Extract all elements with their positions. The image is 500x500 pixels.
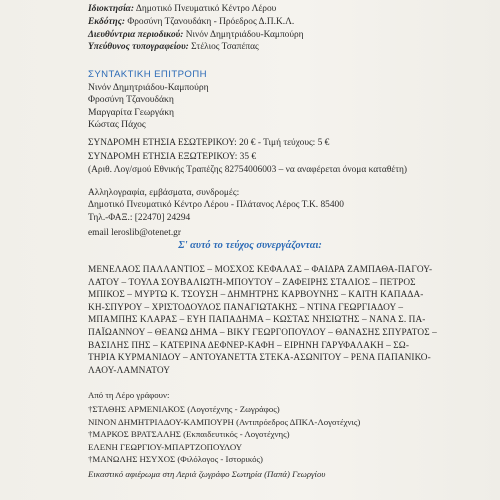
contact-line: Αλληλογραφία, εμβάσματα, συνδρομές:: [88, 188, 240, 198]
contact-email: email leroslib@otenet.gr: [88, 228, 181, 239]
bank-account: (Αριθ. Λογ/σμού Εθνικής Τραπέζης 82754006003 – να αναφέρεται όνομα καταθέτη): [88, 164, 408, 175]
contributors-line: ΠΑΪΩΑΝΝΟΥ – ΘΕΑΝΩ ΔΗΜΑ – ΒΙΚΥ ΓΕΩΡΓΟΠΟΥΛΟΥ – ΘΑΝΑΣΗΣ ΣΠΥΡΑΤΟΣ –: [88, 327, 437, 338]
committee-member: Φροσύνη Τζανουδάκη: [88, 94, 174, 106]
editorial-committee-title: ΣΥΝΤΑΚΤΙΚΗ ΕΠΙΤΡΟΠΗ: [88, 69, 207, 80]
committee-member: Κώστας Πάχος: [88, 119, 146, 131]
contributors-line: ΛΑΤΟΥ – ΤΟΥΛΑ ΣΟΥΒΑΛΙΩΤΗ-ΜΠΟΥΤΟΥ – ΖΑΦΕΙΡΗΣ ΣΤΑΛΙΟΣ – ΠΕΤΡΟΣ: [88, 277, 416, 288]
leros-writers-list: [88, 403, 360, 466]
contributors-line: ΜΠΑΜΠΗΣ ΚΛΑΡΑΣ – ΕΥΗ ΠΑΠΑΔΗΜΑ – ΚΩΣΤΑΣ ΝΗΣΙΩΤΗΣ – ΝΑΝΑ Σ. ΠΑ-: [88, 315, 426, 326]
masthead-row-publisher: Εκδότης: Φροσύνη Τζανουδάκη - Πρόεδρος Δ.Π.Κ.Λ.: [88, 16, 295, 27]
contact-block: [88, 187, 344, 240]
contributors-line: ΒΑΣΙΛΗΣ ΠΗΣ – ΚΑΤΕΡΙΝΑ ΔΕΦΝΕΡ-ΚΑΦΗ – ΕΙΡΗΝΗ ΓΑΡΥΦΑΛΑΚΗ – ΣΩ-: [88, 340, 410, 351]
contributors-line: ΤΗΡΙΑ ΚΥΡΜΑΝΙΔΟΥ – ΑΝΤΟΥΑΝΕΤΤΑ ΣΤΕΚΑ-ΑΣΩΝΙΤΟΥ – ΡΕΝΑ ΠΑΠΑΝΙΚΟ-: [88, 353, 431, 364]
contact-phone: Τηλ.-ΦΑΞ.: [22470] 24294: [88, 212, 191, 223]
masthead: [88, 3, 488, 54]
subscription-block: [88, 137, 407, 176]
contributors-line: ΚΗ-ΣΠΥΡΟΥ – ΧΡΙΣΤΟΔΟΥΛΟΣ ΠΑΝΑΓΙΩΤΑΚΗΣ – ΝΤΙΝΑ ΓΕΩΡΓΙΑΔΟΥ –: [88, 302, 404, 313]
committee-member: Νινόν Δημητριάδου-Καμπούρη: [88, 82, 209, 93]
contributors-list: [88, 264, 440, 377]
subscription-foreign: ΣΥΝΔΡΟΜΗ ΕΤΗΣΙΑ ΕΞΩΤΕΡΙΚΟΥ: 35 €: [88, 152, 257, 163]
contributors-title: Σ' αυτό το τεύχος συνεργάζονται:: [178, 240, 322, 251]
editorial-committee-list: [88, 82, 209, 132]
contributors-line: ΜΠΙΚΟΣ – ΜΥΡΤΩ Κ. ΤΣΟΥΣΗ – ΔΗΜΗΤΡΗΣ ΚΑΡΒΟΥΝΗΣ – ΚΑΙΤΗ ΚΑΠΑΔΑ-: [88, 290, 424, 301]
cover-credit: Εικαστικό αφιέρωμα στη Λεριά ζωγράφο Σωτηρία (Παπά) Γεωργίου: [88, 469, 326, 479]
contributors-line: ΛΑΟΥ-ΛΑΜΝΑΤΟΥ: [88, 365, 171, 376]
subscription-domestic: ΣΥΝΔΡΟΜΗ ΕΤΗΣΙΑ ΕΣΩΤΕΡΙΚΟΥ: 20 € - Τιμή τεύχους: 5 €: [88, 138, 330, 148]
leros-writers-title: Από τη Λέρο γράφουν:: [88, 390, 170, 400]
leros-writer: †ΣΤΑΘΗΣ ΑΡΜΕΝΙΑΚΟΣ (Λογοτέχνης - Ζωγράφος): [88, 404, 280, 414]
leros-writer: †ΜΑΡΚΟΣ ΒΡΑΤΣΑΛΗΣ (Εκπαιδευτικός - Λογοτέχνης): [88, 429, 290, 439]
leros-writer: †ΜΑΝΩΛΗΣ ΗΣΥΧΟΣ (Φιλόλογος - Ιστορικός): [88, 454, 263, 464]
masthead-row-director: Διευθύντρια περιοδικού: Νινόν Δημητριάδου-Καμπούρη: [88, 29, 304, 40]
leros-writer: ΝΙΝΟΝ ΔΗΜΗΤΡΙΑΔΟΥ-ΚΑΜΠΟΥΡΗ (Αντιπρόεδρος ΔΠΚΛ-Λογοτέχνις): [88, 416, 361, 427]
masthead-row-printer: Υπεύθυνος τυπογραφείου: Στέλιος Τσαπέπας: [88, 42, 259, 53]
contact-address: Δημοτικό Πνευματικό Κέντρο Λέρου - Πλάτανος Λέρος Τ.Κ. 85400: [88, 200, 344, 211]
contributors-line: ΜΕΝΕΛΑΟΣ ΠΑΛΛΑΝΤΙΟΣ – ΜΟΣΧΟΣ ΚΕΦΑΛΑΣ – ΦΑΙΔΡΑ ΖΑΜΠΑΘΑ-ΠΑΓΟΥ-: [88, 265, 433, 275]
masthead-row-owner: Ιδιοκτησία: Δημοτικό Πνευματικό Κέντρο Λέρου: [88, 4, 277, 14]
committee-member: Μαργαρίτα Γεωργάκη: [88, 106, 175, 118]
leros-writer: ΕΛΕΝΗ ΓΕΩΡΓΙΟΥ-ΜΠΑΡΤΖΟΠΟΥΛΟΥ: [88, 441, 243, 452]
